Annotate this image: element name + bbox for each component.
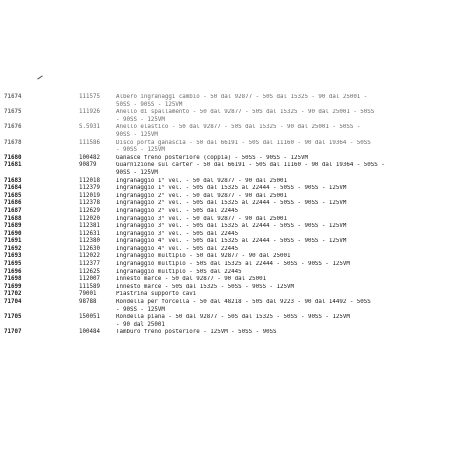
- part-ref-number: 71685: [4, 192, 22, 199]
- part-code: 112377: [79, 261, 100, 268]
- part-code: 150051: [79, 314, 100, 321]
- part-code: 79001: [79, 291, 97, 298]
- part-code: 100484: [79, 329, 100, 336]
- part-description: Innesto marce - 50 dal 92877 - 90 dal 25001: [116, 276, 267, 283]
- part-ref-number: 71698: [4, 276, 22, 283]
- part-ref-number: 71683: [4, 177, 22, 184]
- part-row: [0, 185, 450, 193]
- part-description: Ingranaggio 3° vel. - 50S dal 22445: [116, 230, 239, 237]
- part-description: Ingranaggio multiplo - 50S dal 15325 al 22444 - 50SS - 90SS - 125VM: [116, 261, 350, 268]
- part-description: Ingranaggio 3° vel. - 50 dal 92877 - 90 dal 25001: [116, 215, 288, 222]
- part-row: [0, 94, 450, 109]
- part-description: Anello di spallamento - 50 dal 92877 - 50S dal 15325 - 90 dal 25001 - 50SS - 90SS - 125VM: [116, 109, 375, 123]
- part-row: [0, 193, 450, 201]
- part-row: [0, 284, 450, 292]
- part-ref-number: 71696: [4, 268, 22, 275]
- parts-list: [0, 94, 450, 337]
- part-ref-number: 71690: [4, 230, 22, 237]
- part-description: Rondella piana - 50 dal 92877 - 50S dal 15325 - 50SS - 90SS - 125VM - 90 dal 25001: [116, 314, 350, 328]
- part-row: [0, 291, 450, 299]
- part-code: 112378: [79, 200, 100, 207]
- part-row: [0, 208, 450, 216]
- part-code: 112379: [79, 185, 100, 192]
- part-code: 112630: [79, 245, 100, 252]
- part-ref-number: 71695: [4, 261, 22, 268]
- part-code: 111589: [79, 283, 100, 290]
- part-code: 111575: [79, 94, 100, 100]
- part-row: [0, 216, 450, 224]
- stray-pen-mark: [37, 75, 42, 79]
- part-description: Ingranaggio 2° vel. - 50S dal 15325 al 22444 - 50SS - 90SS - 125VM: [116, 200, 347, 207]
- part-row: [0, 140, 450, 155]
- part-description: Disco porta ganascia - 50 dal 66191 - 50S dal 11160 - 90 dal 19364 - 50SS - 90SS - 125VM: [116, 139, 371, 154]
- part-code: 112380: [79, 238, 100, 245]
- part-row: [0, 109, 450, 124]
- part-code: 100482: [79, 154, 100, 161]
- part-description: Piastrina supporto cavi: [116, 291, 197, 298]
- part-description: Ingranaggio 1° vel. - 50S dal 15325 al 22444 - 50SS - 90SS - 125VM: [116, 185, 347, 192]
- part-description: Rondella per forcella - 50 dal 48218 - 50S dal 9223 - 90 dal 14492 - 50SS - 90SS - 125VM: [116, 299, 371, 313]
- part-description: Ingranaggio 2° vel. - 50S dal 22445: [116, 207, 239, 214]
- part-ref-number: 71680: [4, 154, 22, 161]
- part-row: [0, 269, 450, 277]
- part-ref-number: 71689: [4, 223, 22, 230]
- part-ref-number: 71676: [4, 124, 22, 131]
- part-code: 111586: [79, 139, 100, 146]
- part-ref-number: 71684: [4, 185, 22, 192]
- part-ref-number: 71702: [4, 291, 22, 298]
- part-description: Guarnizione sul carter - 50 dal 66191 - 50S dal 11160 - 90 dal 19364 - 50SS - 90SS - 125VM: [116, 162, 385, 176]
- part-code: 112629: [79, 207, 100, 214]
- part-ref-number: 71674: [4, 94, 22, 100]
- part-description: Tamburo freno posteriore - 125VM - 50SS - 90SS: [116, 329, 277, 336]
- part-ref-number: 71704: [4, 299, 22, 306]
- part-code: 112019: [79, 192, 100, 199]
- part-row: [0, 223, 450, 231]
- part-code: 112020: [79, 215, 100, 222]
- part-ref-number: 71693: [4, 253, 22, 260]
- part-row: [0, 124, 450, 139]
- part-row: [0, 200, 450, 208]
- part-ref-number: 71678: [4, 139, 22, 146]
- part-row: [0, 329, 450, 337]
- part-row: [0, 155, 450, 163]
- part-code: 98788: [79, 299, 97, 306]
- part-ref-number: 71705: [4, 314, 22, 321]
- part-description: Ingranaggio 3° vel. - 50S dal 15325 al 22444 - 50SS - 90SS - 125VM: [116, 223, 347, 230]
- part-ref-number: 71687: [4, 207, 22, 214]
- part-ref-number: 71692: [4, 245, 22, 252]
- part-row: [0, 299, 450, 314]
- part-ref-number: 71699: [4, 283, 22, 290]
- part-code: 112381: [79, 223, 100, 230]
- part-row: [0, 246, 450, 254]
- part-row: [0, 314, 450, 329]
- part-ref-number: 71707: [4, 329, 22, 336]
- part-description: Ingranaggio 4° vel. - 50S dal 15325 al 22444 - 50SS - 90SS - 125VM: [116, 238, 347, 245]
- part-row: [0, 261, 450, 269]
- part-row: [0, 238, 450, 246]
- part-description: Anello elastico - 50 dal 92877 - 50S dal 15325 - 90 dal 25001 - 50SS - 90SS - 125VM: [116, 124, 361, 138]
- part-ref-number: 71675: [4, 109, 22, 116]
- part-ref-number: 71688: [4, 215, 22, 222]
- part-code: 111926: [79, 109, 100, 116]
- part-description: Ingranaggio 1° vel. - 50 dal 92877 - 90 dal 25001: [116, 177, 288, 184]
- part-row: [0, 253, 450, 261]
- part-code: 112631: [79, 230, 100, 237]
- part-code: 112625: [79, 268, 100, 275]
- part-ref-number: 71691: [4, 238, 22, 245]
- part-description: Ingranaggio multiplo - 50S dal 22445: [116, 268, 242, 275]
- part-code: 112018: [79, 177, 100, 184]
- part-code: S.5931: [79, 124, 100, 131]
- part-description: Albero ingranaggi cambio - 50 dal 92877 - 50S dal 15325 - 90 dal 25001 - 50SS - 90SS - 125VM: [116, 94, 368, 108]
- part-description: Ingranaggio 2° vel. - 50 dal 92877 - 90 dal 25001: [116, 192, 288, 199]
- part-code: 90879: [79, 162, 97, 169]
- part-row: [0, 276, 450, 284]
- part-description: Ingranaggio 4° vel. - 50S dal 22445: [116, 245, 239, 252]
- part-row: [0, 162, 450, 177]
- part-code: 112007: [79, 276, 100, 283]
- part-description: Innesto marce - 50S dal 15325 - 50SS - 90SS - 125VM: [116, 283, 294, 290]
- part-ref-number: 71681: [4, 162, 22, 169]
- part-description: Ganasce freno posteriore (coppia) - 50SS - 90SS - 125VM: [116, 154, 308, 161]
- part-row: [0, 231, 450, 239]
- part-description: Ingranaggio multiplo - 50 dal 92877 - 90 dal 25001: [116, 253, 291, 260]
- part-code: 112022: [79, 253, 100, 260]
- part-row: [0, 178, 450, 186]
- part-ref-number: 71686: [4, 200, 22, 207]
